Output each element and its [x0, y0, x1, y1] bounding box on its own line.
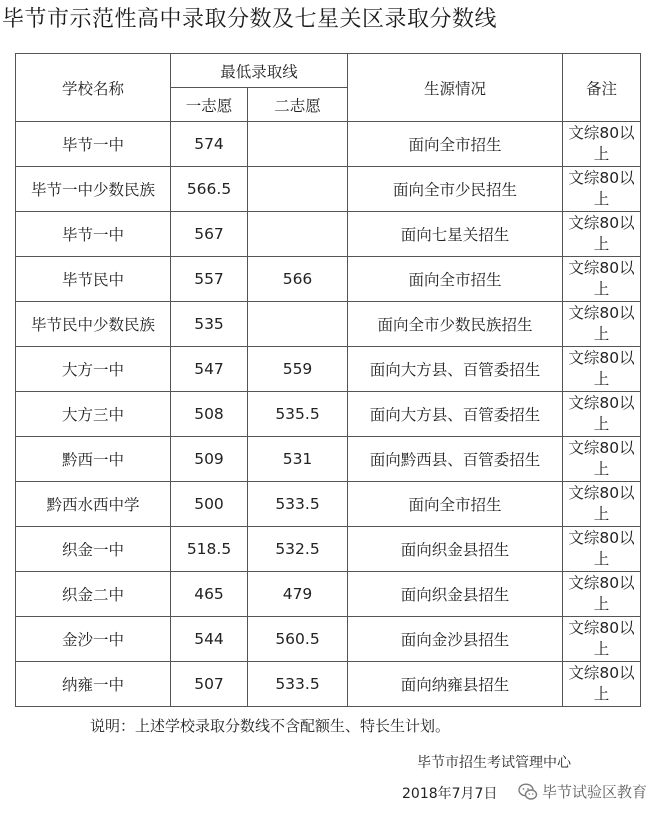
- cell-note: 文综80以上: [563, 347, 641, 392]
- cell-school: 织金二中: [16, 572, 171, 617]
- header-source: 生源情况: [348, 54, 563, 122]
- cell-first-choice: 518.5: [171, 527, 248, 572]
- watermark-text: 毕节试验区教育: [542, 783, 648, 801]
- cell-source: 面向全市少数民族招生: [348, 302, 563, 347]
- header-note: 备注: [563, 54, 641, 122]
- cell-school: 大方一中: [16, 347, 171, 392]
- cell-first-choice: 509: [171, 437, 248, 482]
- cell-second-choice: [248, 122, 348, 167]
- cell-note: 文综80以上: [563, 392, 641, 437]
- cell-source: 面向大方县、百管委招生: [348, 347, 563, 392]
- table-row: [16, 617, 641, 662]
- cell-source: 面向全市招生: [348, 122, 563, 167]
- cell-first-choice: 507: [171, 662, 248, 707]
- cell-first-choice: 500: [171, 482, 248, 527]
- cell-source: 面向全市少民招生: [348, 167, 563, 212]
- cell-school: 毕节民中少数民族: [16, 302, 171, 347]
- cell-first-choice: 535: [171, 302, 248, 347]
- cell-school: 金沙一中: [16, 617, 171, 662]
- table-row: [16, 167, 641, 212]
- cell-source: 面向大方县、百管委招生: [348, 392, 563, 437]
- cell-source: 面向七星关招生: [348, 212, 563, 257]
- watermark: [518, 781, 647, 802]
- cell-source: 面向全市招生: [348, 257, 563, 302]
- cell-source: 面向全市招生: [348, 482, 563, 527]
- footer-note: 说明：上述学校录取分数线不含配额生、特长生计划。: [90, 717, 451, 735]
- table-row: [16, 257, 641, 302]
- table-row: [16, 212, 641, 257]
- header-first-choice: 一志愿: [171, 88, 248, 122]
- cell-second-choice: 533.5: [248, 482, 348, 527]
- cell-first-choice: 544: [171, 617, 248, 662]
- cell-first-choice: 557: [171, 257, 248, 302]
- cell-note: 文综80以上: [563, 437, 641, 482]
- cell-source: 面向纳雍县招生: [348, 662, 563, 707]
- cell-second-choice: [248, 167, 348, 212]
- cell-second-choice: 535.5: [248, 392, 348, 437]
- cell-note: 文综80以上: [563, 167, 641, 212]
- admission-score-table: [15, 53, 641, 707]
- cell-second-choice: 531: [248, 437, 348, 482]
- cell-first-choice: 508: [171, 392, 248, 437]
- cell-school: 大方三中: [16, 392, 171, 437]
- cell-note: 文综80以上: [563, 662, 641, 707]
- cell-note: 文综80以上: [563, 257, 641, 302]
- cell-second-choice: 560.5: [248, 617, 348, 662]
- cell-school: 毕节一中少数民族: [16, 167, 171, 212]
- cell-first-choice: 547: [171, 347, 248, 392]
- cell-note: 文综80以上: [563, 122, 641, 167]
- cell-source: 面向金沙县招生: [348, 617, 563, 662]
- cell-first-choice: 566.5: [171, 167, 248, 212]
- table-row: [16, 662, 641, 707]
- cell-source: 面向黔西县、百管委招生: [348, 437, 563, 482]
- cell-first-choice: 567: [171, 212, 248, 257]
- cell-first-choice: 574: [171, 122, 248, 167]
- table-row: [16, 482, 641, 527]
- table-row: [16, 527, 641, 572]
- cell-second-choice: 533.5: [248, 662, 348, 707]
- cell-second-choice: 479: [248, 572, 348, 617]
- wechat-icon: [518, 782, 538, 802]
- table-row: [16, 122, 641, 167]
- table-row: [16, 392, 641, 437]
- cell-school: 黔西一中: [16, 437, 171, 482]
- cell-source: 面向织金县招生: [348, 527, 563, 572]
- table-body: [16, 122, 641, 707]
- cell-second-choice: [248, 212, 348, 257]
- cell-school: 毕节一中: [16, 212, 171, 257]
- page-title: 毕节市示范性高中录取分数及七星关区录取分数线: [2, 7, 498, 32]
- cell-school: 毕节一中: [16, 122, 171, 167]
- cell-note: 文综80以上: [563, 302, 641, 347]
- cell-second-choice: [248, 302, 348, 347]
- header-school: 学校名称: [16, 54, 171, 122]
- cell-first-choice: 465: [171, 572, 248, 617]
- cell-note: 文综80以上: [563, 572, 641, 617]
- cell-school: 纳雍一中: [16, 662, 171, 707]
- cell-source: 面向织金县招生: [348, 572, 563, 617]
- table-row: [16, 437, 641, 482]
- cell-school: 织金一中: [16, 527, 171, 572]
- cell-second-choice: 566: [248, 257, 348, 302]
- cell-second-choice: 532.5: [248, 527, 348, 572]
- footer-org: 毕节市招生考试管理中心: [417, 755, 571, 771]
- table-row: [16, 347, 641, 392]
- cell-school: 黔西水西中学: [16, 482, 171, 527]
- cell-school: 毕节民中: [16, 257, 171, 302]
- table-row: [16, 572, 641, 617]
- table-row: [16, 302, 641, 347]
- cell-note: 文综80以上: [563, 617, 641, 662]
- cell-note: 文综80以上: [563, 212, 641, 257]
- header-second-choice: 二志愿: [248, 88, 348, 122]
- header-min-line: 最低录取线: [171, 54, 348, 88]
- cell-note: 文综80以上: [563, 482, 641, 527]
- cell-note: 文综80以上: [563, 527, 641, 572]
- footer-date: 2018年7月7日: [402, 786, 498, 802]
- cell-second-choice: 559: [248, 347, 348, 392]
